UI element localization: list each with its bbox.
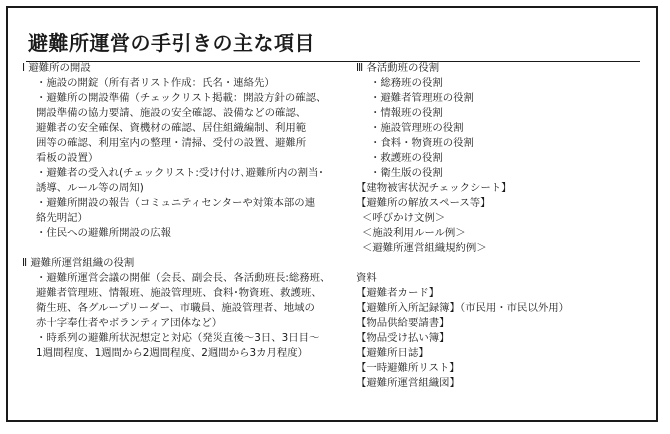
material-item: 【物品受け払い簿】 <box>356 332 450 344</box>
section-1-heading: Ⅰ 避難所の開設 <box>22 62 91 74</box>
page-title: 避難所運営の手引きの主な項目 <box>28 31 315 55</box>
section-1-line: 避難者の安全確保、資機材の確認、居住組織編制、利用範 <box>36 122 307 134</box>
role-item: ・施設管理班の役割 <box>370 122 464 134</box>
example-item: ＜避難所運営組織規約例＞ <box>362 242 487 254</box>
section-2-line: ・時系列の避難所状況想定と対応（発災直後～3日、3日目～ <box>36 332 320 344</box>
material-item: 【避難所運営組織図】 <box>356 377 460 389</box>
spacer <box>22 241 332 256</box>
role-item: ・食料・物資班の役割 <box>370 137 474 149</box>
section-1-line: ・施設の開錠（所有者リスト作成：氏名・連絡先） <box>36 77 275 89</box>
section-3-heading: Ⅲ 各活動班の役割 <box>356 62 440 74</box>
section-1-line: ・避難者の受入れ(チェックリスト:受け付け､避難所内の割当･ <box>36 167 324 179</box>
role-item: ・情報班の役割 <box>370 107 443 119</box>
materials-heading: 資料 <box>356 272 377 284</box>
role-item: ・総務班の役割 <box>370 77 443 89</box>
spacer <box>356 256 646 271</box>
section-1-line: ・避難所開設の報告（コミュニティセンターや対策本部の連 <box>36 197 316 209</box>
section-1-line: 開設準備の協力要請、施設の安全確認、設備などの確認、 <box>36 107 307 119</box>
material-item: 【避難所日誌】 <box>356 347 429 359</box>
left-column <box>22 61 332 361</box>
section-2-line: 1週間程度、1週間から2週間程度、2週間から3カ月程度） <box>36 347 309 359</box>
material-item: 【一時避難所リスト】 <box>356 362 460 374</box>
section-2-heading: Ⅱ 避難所運営組織の役割 <box>22 257 135 269</box>
role-item: ・衛生版の役割 <box>370 167 443 179</box>
section-2-line: 衛生班、各グループリーダー、市職員、施設管理者、地域の <box>36 302 315 314</box>
material-item: 【避難者カード】 <box>356 287 440 299</box>
section-2-line: ・避難所運営会議の開催（会長、副会長、各活動班長:総務班、 <box>36 272 331 284</box>
checksheet-item: 【避難所の解放スペース等】 <box>356 197 491 209</box>
section-1-line: ・避難所の開設準備（チェックリスト掲載：開設方針の確認、 <box>36 92 327 104</box>
section-1-line: 囲等の確認、利用室内の整理・清掃、受付の設置、避難所 <box>36 137 307 149</box>
right-column <box>356 61 646 391</box>
role-item: ・救護班の役割 <box>370 152 443 164</box>
role-item: ・避難者管理班の役割 <box>370 92 474 104</box>
section-2-line: 避難者管理班、情報班、施設管理班、食料･物資班、救護班、 <box>36 287 322 299</box>
section-1-line: 看板の設置） <box>36 152 99 164</box>
material-item: 【避難所入所記録簿】（市民用・市民以外用） <box>356 302 570 314</box>
section-1-line: 絡先明記） <box>36 212 88 224</box>
material-item: 【物品供給要請書】 <box>356 317 450 329</box>
example-item: ＜施設利用ルール例＞ <box>362 227 466 239</box>
example-item: ＜呼びかけ文例＞ <box>362 212 446 224</box>
section-1-line: 誘導、ルール等の周知) <box>36 182 144 194</box>
checksheet-item: 【建物被害状況チェックシート】 <box>356 182 512 194</box>
section-2-line: 赤十字奉仕者やボランティア団体など） <box>36 317 223 329</box>
section-1-line: ・住民への避難所開設の広報 <box>36 227 172 239</box>
